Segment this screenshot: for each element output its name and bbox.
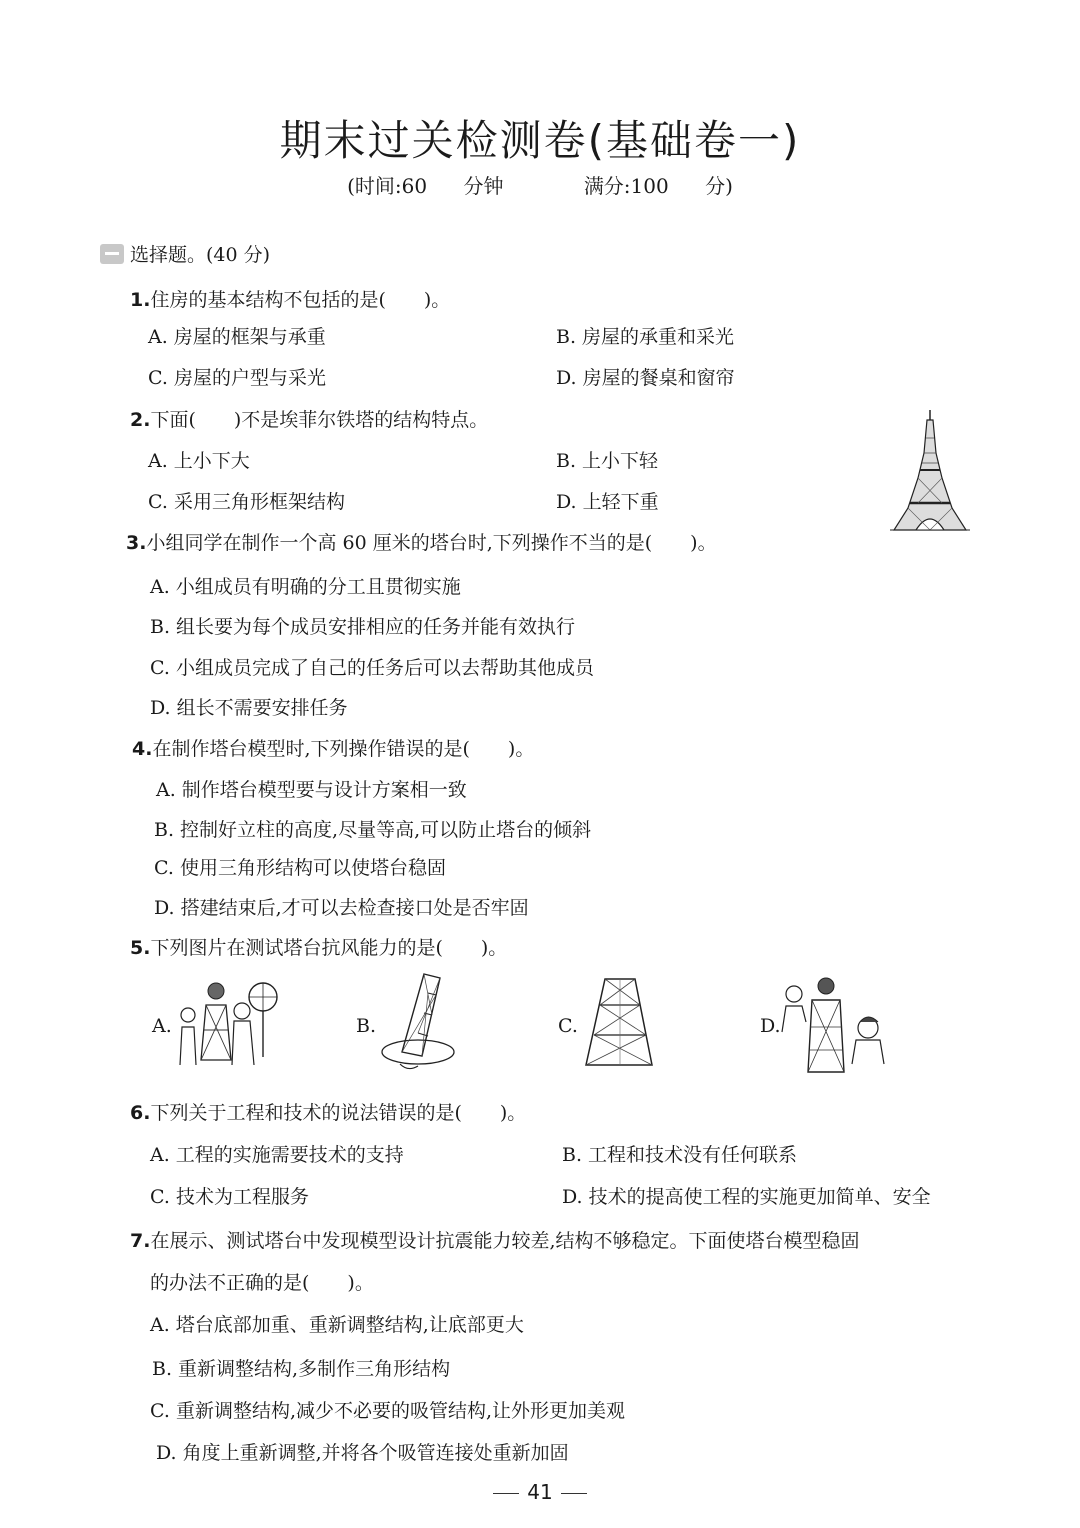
option-b[interactable]: B. 工程和技术没有任何联系 bbox=[562, 1144, 798, 1166]
option-c[interactable]: C. 房屋的户型与采光 bbox=[148, 367, 326, 389]
question-2 bbox=[130, 405, 488, 432]
straw-tower-image bbox=[580, 975, 660, 1070]
option-a[interactable]: A. 房屋的框架与承重 bbox=[148, 326, 326, 348]
option-c[interactable]: C. 技术为工程服务 bbox=[150, 1186, 309, 1208]
eiffel-tower-image bbox=[890, 408, 970, 533]
question-number: 6. bbox=[130, 1102, 151, 1124]
tilted-tower-image bbox=[378, 968, 468, 1078]
option-a[interactable]: A. 小组成员有明确的分工且贯彻实施 bbox=[150, 576, 461, 598]
option-a[interactable]: A. 工程的实施需要技术的支持 bbox=[150, 1144, 404, 1166]
option-b[interactable]: B. 重新调整结构,多制作三角形结构 bbox=[152, 1358, 451, 1380]
question-number: 3. bbox=[126, 532, 147, 554]
question-7-continued: 的办法不正确的是( )。 bbox=[150, 1272, 374, 1294]
question-6 bbox=[130, 1098, 526, 1125]
option-c[interactable]: C. 使用三角形结构可以使塔台稳固 bbox=[154, 857, 446, 879]
question-text: 在制作塔台模型时,下列操作错误的是( )。 bbox=[152, 738, 535, 760]
people-fan-tower-image bbox=[176, 975, 296, 1070]
page-number-value: 41 bbox=[527, 1480, 553, 1504]
question-number: 2. bbox=[130, 409, 151, 431]
option-b[interactable]: B. bbox=[356, 1015, 377, 1037]
option-a[interactable]: A. 塔台底部加重、重新调整结构,让底部更大 bbox=[150, 1314, 524, 1336]
option-d[interactable]: D. 技术的提高使工程的实施更加简单、安全 bbox=[562, 1186, 931, 1208]
option-d[interactable]: D. 房屋的餐桌和窗帘 bbox=[556, 367, 735, 389]
question-number: 1. bbox=[130, 289, 151, 311]
question-text: 小组同学在制作一个高 60 厘米的塔台时,下列操作不当的是( )。 bbox=[146, 532, 717, 554]
option-d[interactable]: D. 组长不需要安排任务 bbox=[150, 697, 348, 719]
option-c[interactable]: C. 小组成员完成了自己的任务后可以去帮助其他成员 bbox=[150, 657, 594, 679]
question-text: 在展示、测试塔台中发现模型设计抗震能力较差,结构不够稳定。下面使塔台模型稳固 bbox=[150, 1230, 860, 1252]
section-points: (40 分) bbox=[206, 244, 271, 266]
question-7 bbox=[130, 1226, 860, 1253]
question-3 bbox=[126, 528, 717, 555]
question-4 bbox=[132, 734, 534, 761]
option-d[interactable]: D. 角度上重新调整,并将各个吸管连接处重新加固 bbox=[156, 1442, 569, 1464]
option-c[interactable]: C. bbox=[558, 1015, 578, 1037]
option-c[interactable]: C. 重新调整结构,减少不必要的吸管结构,让外形更加美观 bbox=[150, 1400, 626, 1422]
option-d[interactable]: D. 上轻下重 bbox=[556, 491, 659, 513]
question-text: 住房的基本结构不包括的是( )。 bbox=[150, 289, 451, 311]
children-holding-tower-image bbox=[780, 972, 890, 1077]
section-heading bbox=[100, 240, 270, 267]
option-b[interactable]: B. 组长要为每个成员安排相应的任务并能有效执行 bbox=[150, 616, 576, 638]
question-5 bbox=[130, 933, 507, 960]
option-d[interactable]: D. bbox=[760, 1015, 781, 1037]
question-number: 7. bbox=[130, 1230, 151, 1252]
question-text: 下列图片在测试塔台抗风能力的是( )。 bbox=[150, 937, 508, 959]
question-number: 5. bbox=[130, 937, 151, 959]
section-number-badge bbox=[100, 244, 124, 264]
option-a[interactable]: A. 上小下大 bbox=[148, 450, 250, 472]
option-d[interactable]: D. 搭建结束后,才可以去检查接口处是否牢固 bbox=[154, 897, 529, 919]
option-b[interactable]: B. 房屋的承重和采光 bbox=[556, 326, 735, 348]
question-number: 4. bbox=[132, 738, 153, 760]
option-c[interactable]: C. 采用三角形框架结构 bbox=[148, 491, 345, 513]
question-1 bbox=[130, 285, 450, 312]
option-a[interactable]: A. bbox=[152, 1015, 172, 1037]
option-b[interactable]: B. 上小下轻 bbox=[556, 450, 659, 472]
exam-info bbox=[0, 170, 1080, 199]
option-a[interactable]: A. 制作塔台模型要与设计方案相一致 bbox=[156, 779, 467, 801]
option-b[interactable]: B. 控制好立柱的高度,尽量等高,可以防止塔台的倾斜 bbox=[154, 819, 592, 841]
question-text: 下列关于工程和技术的说法错误的是( )。 bbox=[150, 1102, 527, 1124]
question-text: 下面( )不是埃菲尔铁塔的结构特点。 bbox=[150, 409, 489, 431]
page-number bbox=[0, 1480, 1080, 1504]
section-label: 选择题。 bbox=[130, 244, 207, 266]
page-title: 期末过关检测卷(基础卷一) bbox=[279, 116, 801, 165]
exam-score: 满分:100 分) bbox=[583, 174, 733, 198]
exam-time: (时间:60 分钟 bbox=[347, 174, 504, 198]
